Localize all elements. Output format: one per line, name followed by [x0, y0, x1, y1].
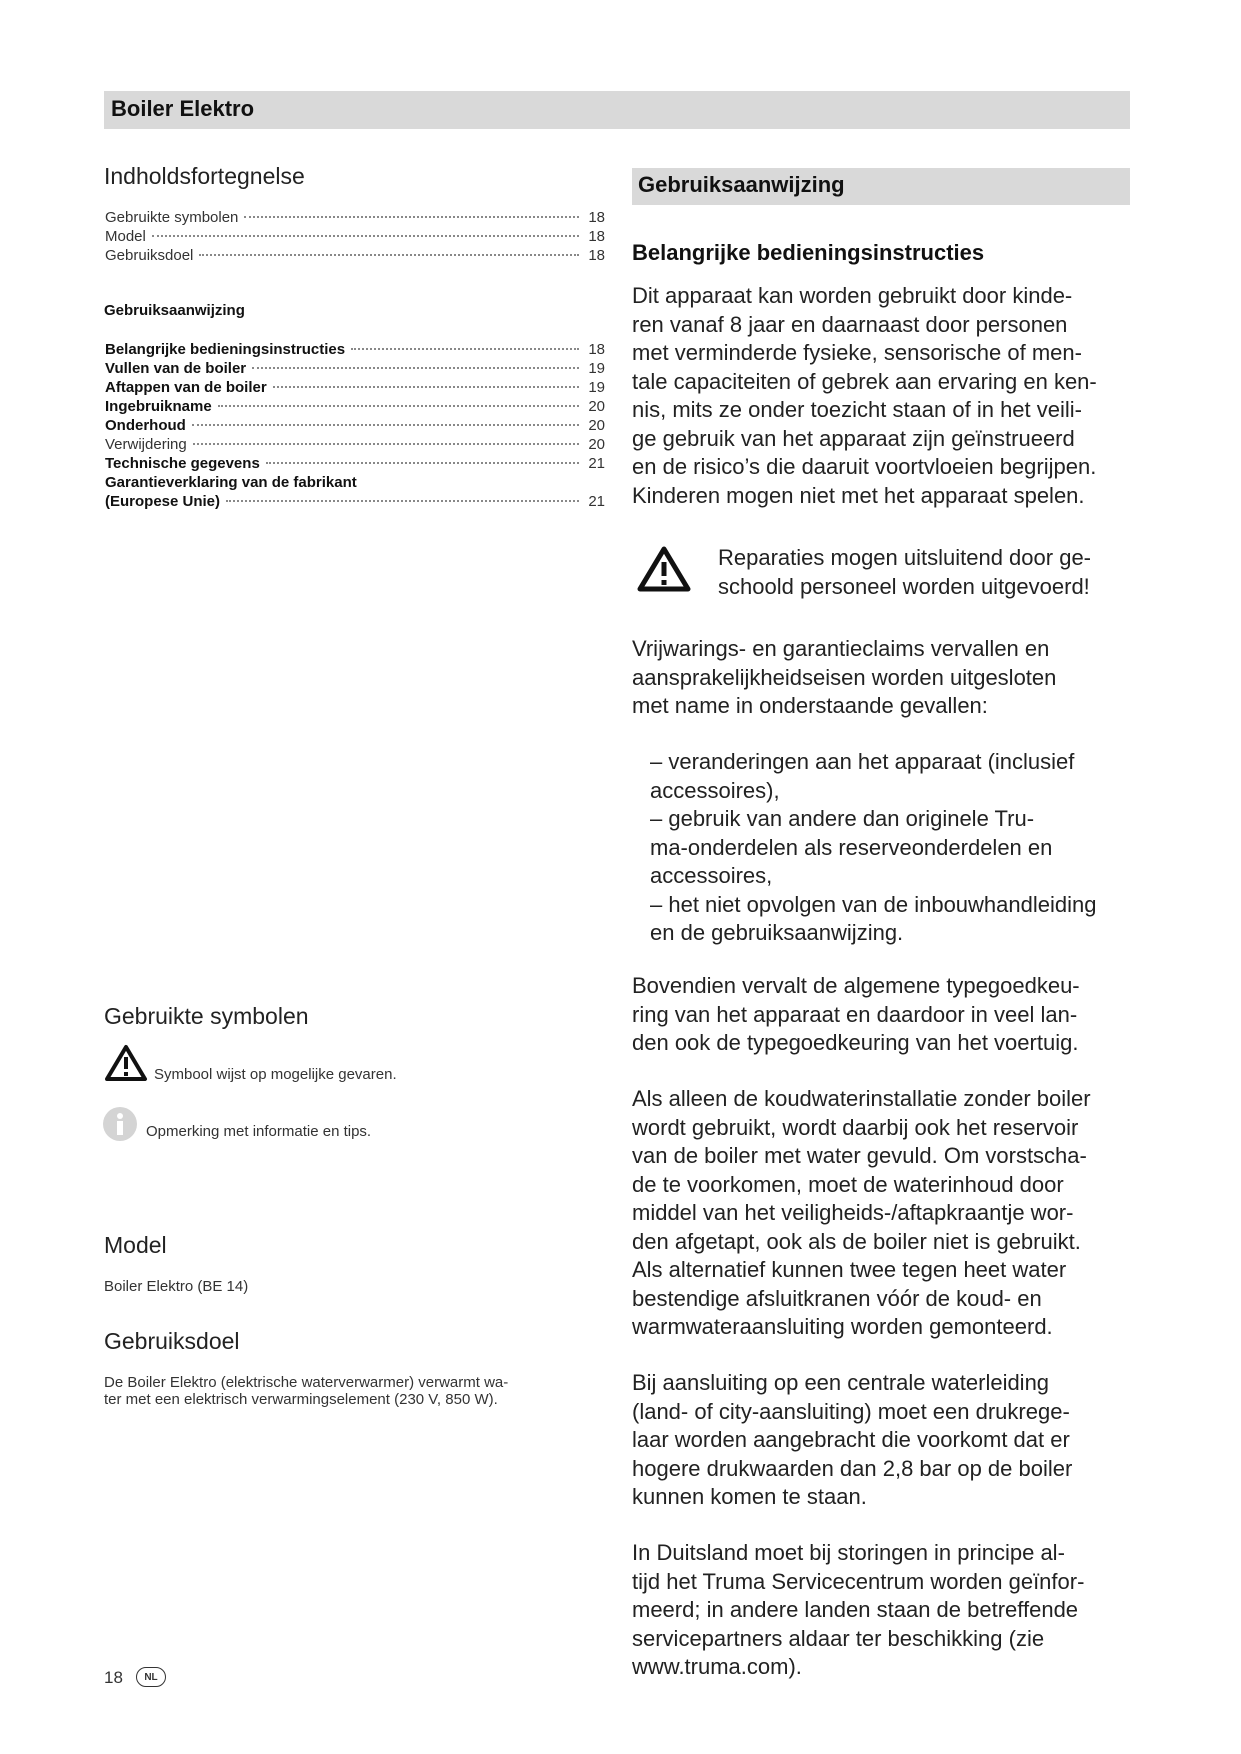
- toc-entry[interactable]: Belangrijke bedieningsinstructies 18: [105, 341, 605, 358]
- list-item: accessoires),: [650, 777, 780, 803]
- info-symbol-description: Opmerking met informatie en tips.: [146, 1123, 372, 1140]
- instructions-paragraph: Bij aansluiting op een centrale waterleiding (land- of city-aansluiting) moet een drukrege- laar worden aangebracht die voorkomt dat er hogere drukwaarden dan 2,8 bar op de boiler kunnen komen te staan.: [632, 1370, 1073, 1509]
- list-item: accessoires,: [650, 863, 773, 888]
- toc-entry[interactable]: Ingebruikname 20: [105, 398, 605, 415]
- purpose-line: ter met een elektrisch verwarmingselement (230 V, 850 W).: [104, 1391, 498, 1408]
- toc-section-heading: Gebruiksaanwijzing: [104, 302, 245, 319]
- toc-top-list: [105, 208, 605, 265]
- toc-section-list: [105, 340, 605, 511]
- list-item: – het niet opvolgen van de inbouwhandleiding: [650, 891, 1097, 917]
- info-icon: [102, 1106, 138, 1142]
- list-item: ma-onderdelen als reserveonderdelen en: [650, 834, 1053, 860]
- exclusion-list: [650, 748, 1170, 948]
- model-text: Boiler Elektro (BE 14): [104, 1278, 249, 1295]
- language-badge: NL: [136, 1667, 166, 1687]
- warning-triangle-icon: [104, 1044, 148, 1082]
- toc-entry[interactable]: Garantieverklaring van de fabrikant: [105, 474, 357, 491]
- symbols-title: Gebruikte symbolen: [104, 1003, 309, 1029]
- toc-entry[interactable]: Aftappen van de boiler 19: [105, 379, 605, 396]
- document-title: Boiler Elektro: [111, 96, 255, 121]
- instructions-paragraph: Dit apparaat kan worden gebruikt door kinde- ren vanaf 8 jaar en daarnaast door personen met verminderde fysieke, sensorische of men- tale capaciteiten of gebrek aan ervaring en ken- nis, mits ze onder toezicht staan of in het veili- ge gebruik van het apparaat zijn geïnstrueerd en de risico’s die daaruit voortvloeien begrijpen. Kinderen mogen niet met het apparaat spelen.: [632, 283, 1097, 508]
- list-item: en de gebruiksaanwijzing.: [650, 920, 904, 945]
- model-title: Model: [104, 1232, 167, 1258]
- toc-entry[interactable]: Technische gegevens 21: [105, 455, 605, 472]
- instructions-paragraph: Als alleen de koudwaterinstallatie zonder boiler wordt gebruikt, wordt daarbij ook het reservoir van de boiler met water gevuld. Om vorstscha- de te voorkomen, moet de waterinhoud door middel van het veiligheids-/aftapkraantje wor- den afgetapt, ook als de boiler niet is gebruikt. Als alternatief kunnen twee tegen heet water bestendige afsluitkranen vóór de koud- en warmwateraansluiting worden gemonteerd.: [632, 1086, 1091, 1339]
- instructions-paragraph: Vrijwarings- en garantieclaims vervallen en aansprakelijkheidseisen worden uitgesloten met name in onderstaande gevallen:: [632, 636, 1057, 718]
- warning-triangle-icon: [637, 545, 691, 593]
- section-title: Gebruiksaanwijzing: [638, 172, 845, 197]
- list-item: – veranderingen aan het apparaat (inclusief: [650, 749, 1075, 774]
- instructions-subtitle: Belangrijke bedieningsinstructies: [632, 240, 985, 265]
- instructions-paragraph: In Duitsland moet bij storingen in principe al- tijd het Truma Servicecentrum worden geïnfor- meerd; in andere landen staan de betreffende servicepartners aldaar ter beschikking (zie www.truma.com).: [632, 1540, 1085, 1679]
- warning-symbol-description: Symbool wijst op mogelijke gevaren.: [154, 1066, 397, 1083]
- repair-warning: Reparaties mogen uitsluitend door ge- schoold personeel worden uitgevoerd!: [718, 545, 1092, 599]
- toc-entry[interactable]: Gebruikte symbolen 18: [105, 209, 605, 226]
- toc-title: Indholdsfortegnelse: [104, 163, 305, 189]
- toc-entry[interactable]: Verwijdering 20: [105, 436, 605, 453]
- toc-entry[interactable]: (Europese Unie) 21: [105, 493, 605, 510]
- header-bar: [104, 91, 1130, 129]
- toc-entry[interactable]: Gebruiksdoel 18: [105, 247, 605, 264]
- purpose-title: Gebruiksdoel: [104, 1328, 240, 1354]
- list-item: – gebruik van andere dan originele Tru-: [650, 806, 1035, 831]
- toc-entry[interactable]: Vullen van de boiler 19: [105, 360, 605, 377]
- purpose-line: De Boiler Elektro (elektrische waterverwarmer) verwarmt wa-: [104, 1374, 509, 1391]
- toc-entry[interactable]: Onderhoud 20: [105, 417, 605, 434]
- instructions-paragraph: Bovendien vervalt de algemene typegoedkeu- ring van het apparaat en daardoor in veel lan- den ook de typegoedkeuring van het voertuig.: [632, 973, 1080, 1055]
- toc-entry[interactable]: Model 18: [105, 228, 605, 245]
- page-number: 18: [104, 1668, 123, 1687]
